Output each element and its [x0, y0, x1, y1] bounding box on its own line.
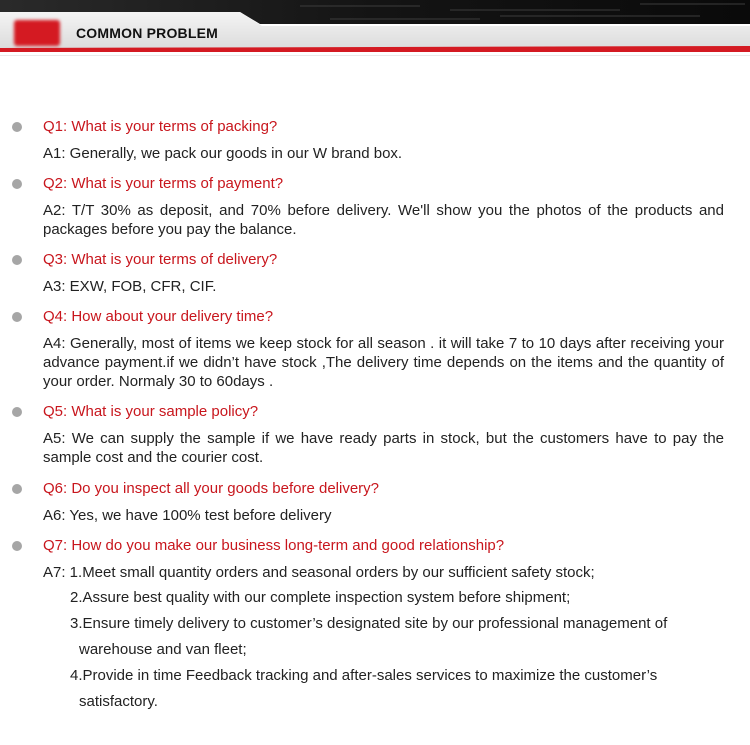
faq-point: 4.Provide in time Feedback tracking and after-sales services to maximize the customer’s	[70, 667, 658, 684]
faq-answer: A3: EXW, FOB, CFR, CIF.	[43, 278, 217, 295]
bullet-icon	[12, 179, 22, 189]
faq-answer: A5: We can supply the sample if we have ready parts in stock, but the customers have to pay the sample cost and the courier cost.	[43, 430, 724, 466]
faq-point: warehouse and van fleet;	[79, 641, 247, 658]
faq-question: Q4: How about your delivery time?	[43, 308, 274, 325]
bullet-icon	[12, 484, 22, 494]
bullet-icon	[12, 122, 22, 132]
faq-question: Q5: What is your sample policy?	[43, 403, 259, 420]
page-title: COMMON PROBLEM	[76, 25, 219, 41]
faq-point: 3.Ensure timely delivery to customer’s designated site by our professional management of	[70, 615, 668, 632]
faq-answer: A2: T/T 30% as deposit, and 70% before delivery. We'll show you the photos of the products and packages before you pay the balance.	[43, 202, 724, 238]
faq-answer: A7: 1.Meet small quantity orders and seasonal orders by our sufficient safety stock;	[43, 564, 595, 581]
faq-question: Q1: What is your terms of packing?	[43, 118, 278, 135]
faq-question: Q3: What is your terms of delivery?	[43, 251, 278, 268]
brand-logo	[14, 20, 60, 46]
faq-point: satisfactory.	[79, 693, 158, 710]
bullet-icon	[12, 407, 22, 417]
bullet-icon	[12, 541, 22, 551]
header-banner	[0, 0, 750, 58]
faq-question: Q7: How do you make our business long-term and good relationship?	[43, 537, 505, 554]
bullet-icon	[12, 312, 22, 322]
faq-question: Q6: Do you inspect all your goods before delivery?	[43, 480, 380, 497]
faq-point: 2.Assure best quality with our complete inspection system before shipment;	[70, 589, 571, 606]
bullet-icon	[12, 255, 22, 265]
faq-question: Q2: What is your terms of payment?	[43, 175, 284, 192]
faq-answer: A1: Generally, we pack our goods in our W brand box.	[43, 145, 403, 162]
faq-answer: A4: Generally, most of items we keep stock for all season . it will take 7 to 10 days after receiving your advance payment.if we didn’t have stock ,The delivery time depends on the items and the quantity of your order. Normaly 30 to 60days .	[43, 335, 724, 390]
faq-answer: A6: Yes, we have 100% test before delivery	[43, 507, 332, 524]
